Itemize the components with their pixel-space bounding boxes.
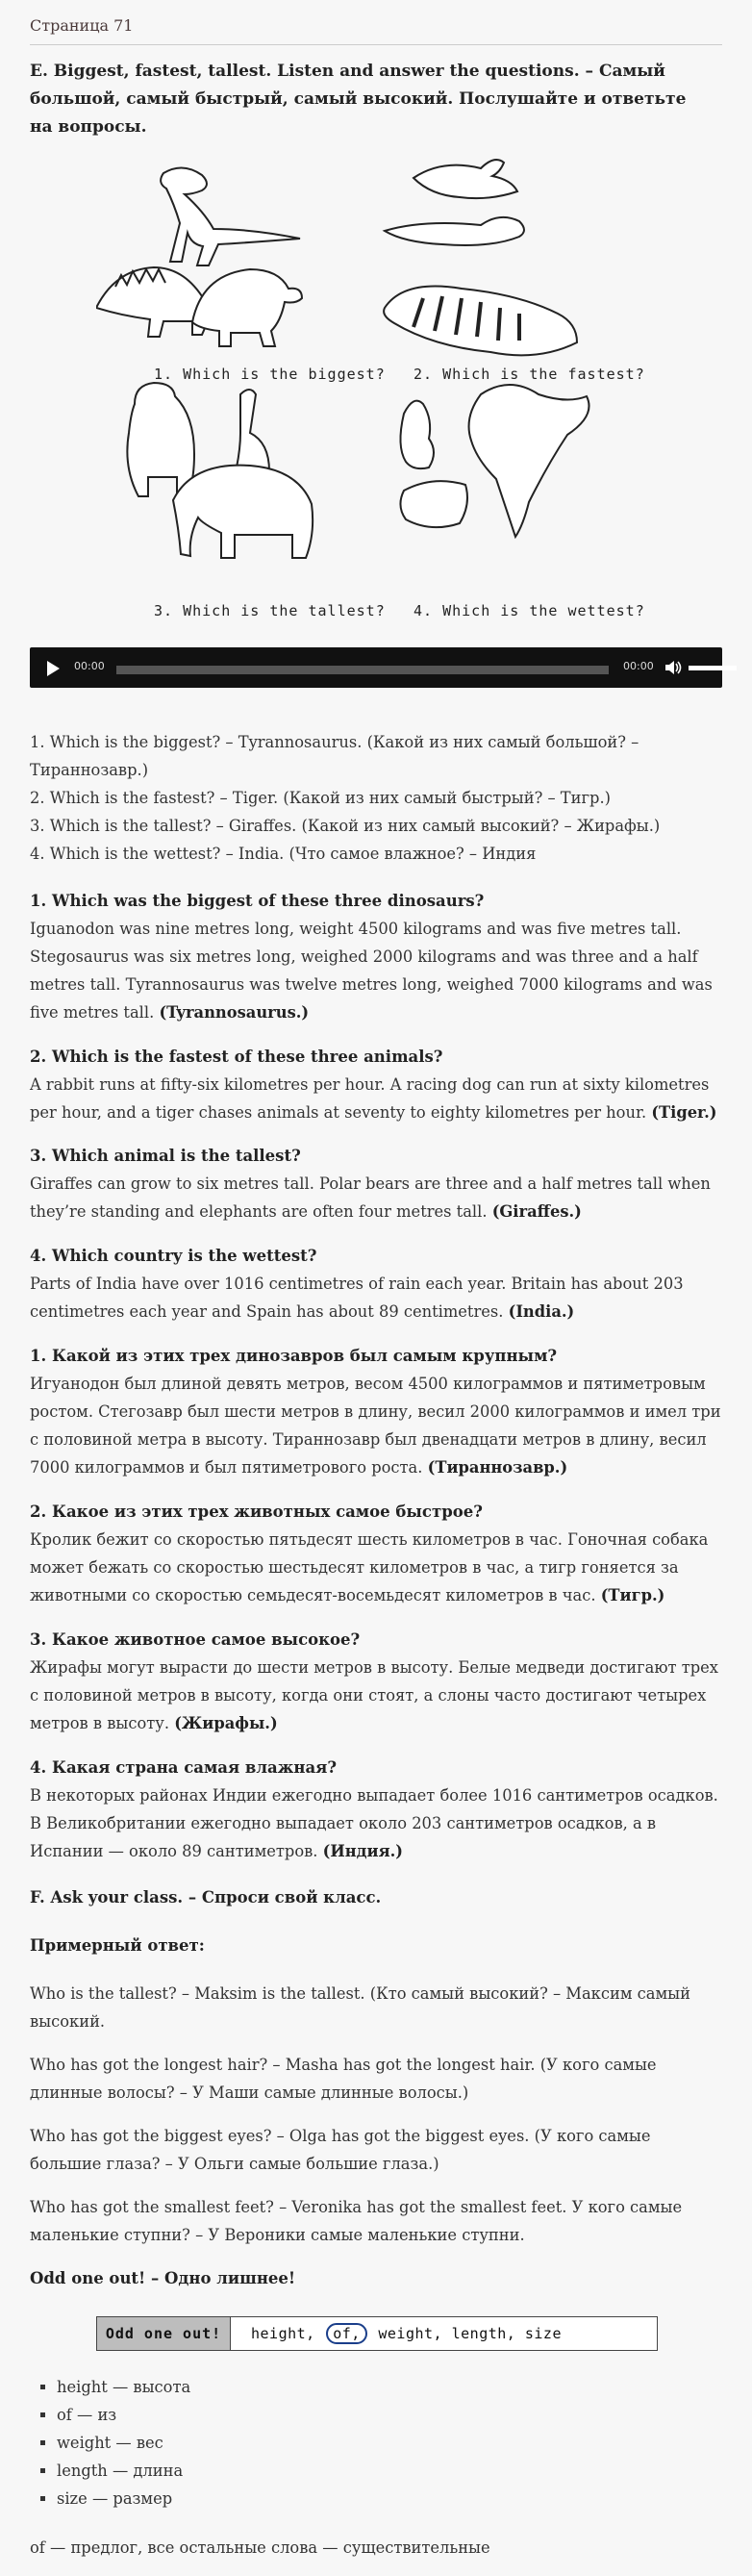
section-text: Жирафы могут вырасти до шести метров в высоту. Белые медведи достигают трех с половиной метров в высоту, когда они стоят, а слоны часто достигают четырех метров в высоту. [30, 1658, 718, 1732]
duration: 00:00 [623, 660, 654, 672]
section-question: 4. Which country is the wettest? [30, 1247, 317, 1265]
elephant-drawing [173, 466, 313, 558]
sample-label: Примерный ответ: [30, 1936, 205, 1955]
section-ru-2 [30, 1498, 722, 1609]
section-text: Iguanodon was nine metres long, weight 4500 kilograms and was five metres tall. Stegosaurus was six metres long, weighed 2000 kilograms and was three and a half metres tall. Tyrannosaurus was twelve metres long, weighed 7000 kilograms and was five metres tall. [30, 920, 713, 1022]
section-question: 2. Какое из этих трех животных самое быстрое? [30, 1503, 483, 1521]
current-time: 00:00 [74, 660, 105, 672]
polar-bear-drawing [127, 383, 194, 496]
section-question: 3. Which animal is the tallest? [30, 1147, 301, 1165]
section-answer: (India.) [508, 1302, 575, 1321]
conclusion [30, 2534, 722, 2562]
answer-line: 1. Which is the biggest? – Tyrannosaurus. (Какой из них самый большой? – Тираннозавр.) [30, 733, 639, 779]
illustration-drawings [96, 154, 654, 635]
odd-one-out-title: Odd one out! – Одно лишнее! [30, 2269, 296, 2287]
short-answers [30, 728, 722, 868]
section-en-2 [30, 1043, 722, 1126]
list-item: ▪ size — размер [57, 2485, 190, 2513]
odd-one-out-box [96, 2316, 658, 2351]
section-answer: (Tiger.) [651, 1103, 717, 1122]
section-answer: (Жирафы.) [174, 1714, 278, 1732]
divider [30, 44, 722, 45]
section-question: 3. Какое животное самое высокое? [30, 1630, 361, 1649]
answer-line: 2. Which is the fastest? – Tiger. (Какой из них самый быстрый? – Тигр.) [30, 789, 611, 807]
caption-2: 2. Which is the fastest? [414, 366, 645, 383]
section-en-1 [30, 887, 722, 1026]
volume-slider[interactable] [689, 666, 737, 670]
list-item: ▪ height — высота [57, 2373, 190, 2401]
odd-one-out-heading [30, 2264, 722, 2292]
task-f-line-text: Who has got the longest hair? – Masha has got the longest hair. (У кого самые длинные волосы? – У Маши самые длинные волосы.) [30, 2056, 657, 2102]
task-f-line-text: Who has got the smallest feet? – Veronika has got the smallest feet. У кого самые маленькие ступни? – У Вероники самые маленькие ступни. [30, 2198, 683, 2244]
answer-line: 3. Which is the tallest? – Giraffes. (Какой из них самый высокий? – Жирафы.) [30, 817, 661, 835]
section-text: Giraffes can grow to six metres tall. Polar bears are three and a half metres tall when they’re standing and elephants are often four metres tall. [30, 1174, 711, 1221]
word: weight, [378, 2325, 443, 2342]
sample-answer-label [30, 1932, 722, 1959]
volume-icon[interactable] [664, 660, 682, 675]
india-map [469, 385, 589, 537]
section-ru-1 [30, 1342, 722, 1481]
progress-track[interactable] [116, 666, 609, 674]
vocabulary-list [30, 2373, 190, 2513]
section-ru-3 [30, 1626, 722, 1737]
spain-map [400, 481, 467, 527]
task-f-title: F. Ask your class. – Спроси свой класс. [30, 1888, 382, 1907]
caption-3: 3. Which is the tallest? [154, 602, 386, 619]
section-text: Кролик бежит со скоростью пятьдесят шесть километров в час. Гоночная собака может бежать со скоростью шестьдесят километров в час, а тигр гоняется за животными со скоростью семьдесят-восемьдесят километров в час. [30, 1530, 709, 1604]
task-f-line [30, 2193, 722, 2249]
section-answer: (Индия.) [322, 1842, 403, 1860]
section-en-4 [30, 1242, 722, 1326]
word: length, [451, 2325, 516, 2342]
task-f-line [30, 2122, 722, 2178]
textbook-illustration [96, 154, 654, 635]
word: height, [251, 2325, 315, 2342]
audio-player [30, 647, 722, 688]
odd-one-out-words [251, 2317, 562, 2350]
caption-4: 4. Which is the wettest? [414, 602, 645, 619]
section-text: В некоторых районах Индии ежегодно выпадает более 1016 сантиметров осадков. В Великобритании ежегодно выпадает около 203 сантиметров осадков, а в Испании — около 89 сантиметров. [30, 1786, 718, 1860]
list-item: ▪ length — длина [57, 2457, 190, 2485]
iguanodon-drawing [192, 269, 302, 346]
list-item: ▪ of — из [57, 2401, 190, 2429]
tyrannosaurus-drawing [161, 167, 300, 265]
section-text: Parts of India have over 1016 centimetres of rain each year. Britain has about 203 centimetres each year and Spain has about 89 centimetres. [30, 1275, 684, 1321]
task-f-line-text: Who has got the biggest eyes? – Olga has got the biggest eyes. (У кого самые большие глаза? – У Ольги самые большие глаза.) [30, 2127, 651, 2173]
task-e-heading: E. Biggest, fastest, tallest. Listen and answer the questions. – Самый большой, самый быстрый, самый высокий. Послушайте и ответьте на вопросы. [30, 62, 687, 137]
section-question: 2. Which is the fastest of these three animals? [30, 1048, 443, 1066]
section-answer: (Giraffes.) [491, 1202, 582, 1221]
caption-1: 1. Which is the biggest? [154, 366, 386, 383]
section-en-3 [30, 1142, 722, 1225]
section-answer: (Тираннозавр.) [427, 1458, 568, 1477]
section-question: 1. Which was the biggest of these three dinosaurs? [30, 892, 485, 910]
word-circled: of, [326, 2323, 367, 2344]
section-text: Игуанодон был длиной девять метров, весом 4500 килограммов и пятиметровым ростом. Стегозавр был шести метров в длину, весил 2000 килограммов и имел три с половиной метра в высоту. Тираннозавр был двенадцати метров в длину, весил 7000 килограммов и был пятиметрового роста. [30, 1375, 721, 1477]
racing-dog-drawing [385, 217, 524, 245]
section-answer: (Тигр.) [600, 1586, 665, 1604]
section-answer: (Tyrannosaurus.) [159, 1003, 310, 1022]
section-question: 4. Какая страна самая влажная? [30, 1758, 337, 1777]
answer-line: 4. Which is the wettest? – India. (Что самое влажное? – Индия [30, 845, 537, 863]
section-text: A rabbit runs at fifty-six kilometres per hour. A racing dog can run at sixty kilometres per hour, and a tiger chases animals at seventy to eighty kilometres per hour. [30, 1075, 710, 1122]
section-ru-4 [30, 1754, 722, 1865]
list-item: ▪ weight — вес [57, 2429, 190, 2457]
britain-map [400, 401, 434, 468]
play-icon[interactable] [47, 661, 60, 676]
conclusion-text: of — предлог, все остальные слова — существительные [30, 2538, 490, 2557]
rabbit-drawing [414, 160, 517, 198]
task-f-line [30, 2051, 722, 2107]
section-question: 1. Какой из этих трех динозавров был самым крупным? [30, 1347, 558, 1365]
task-f-line [30, 1980, 722, 2035]
breadcrumb[interactable]: Страница 71 [30, 16, 134, 35]
task-f-line-text: Who is the tallest? – Maksim is the tallest. (Кто самый высокий? – Максим самый высокий. [30, 1984, 690, 2031]
task-f-heading [30, 1883, 722, 1911]
odd-one-out-label: Odd one out! [97, 2317, 231, 2350]
word: size [524, 2325, 562, 2342]
